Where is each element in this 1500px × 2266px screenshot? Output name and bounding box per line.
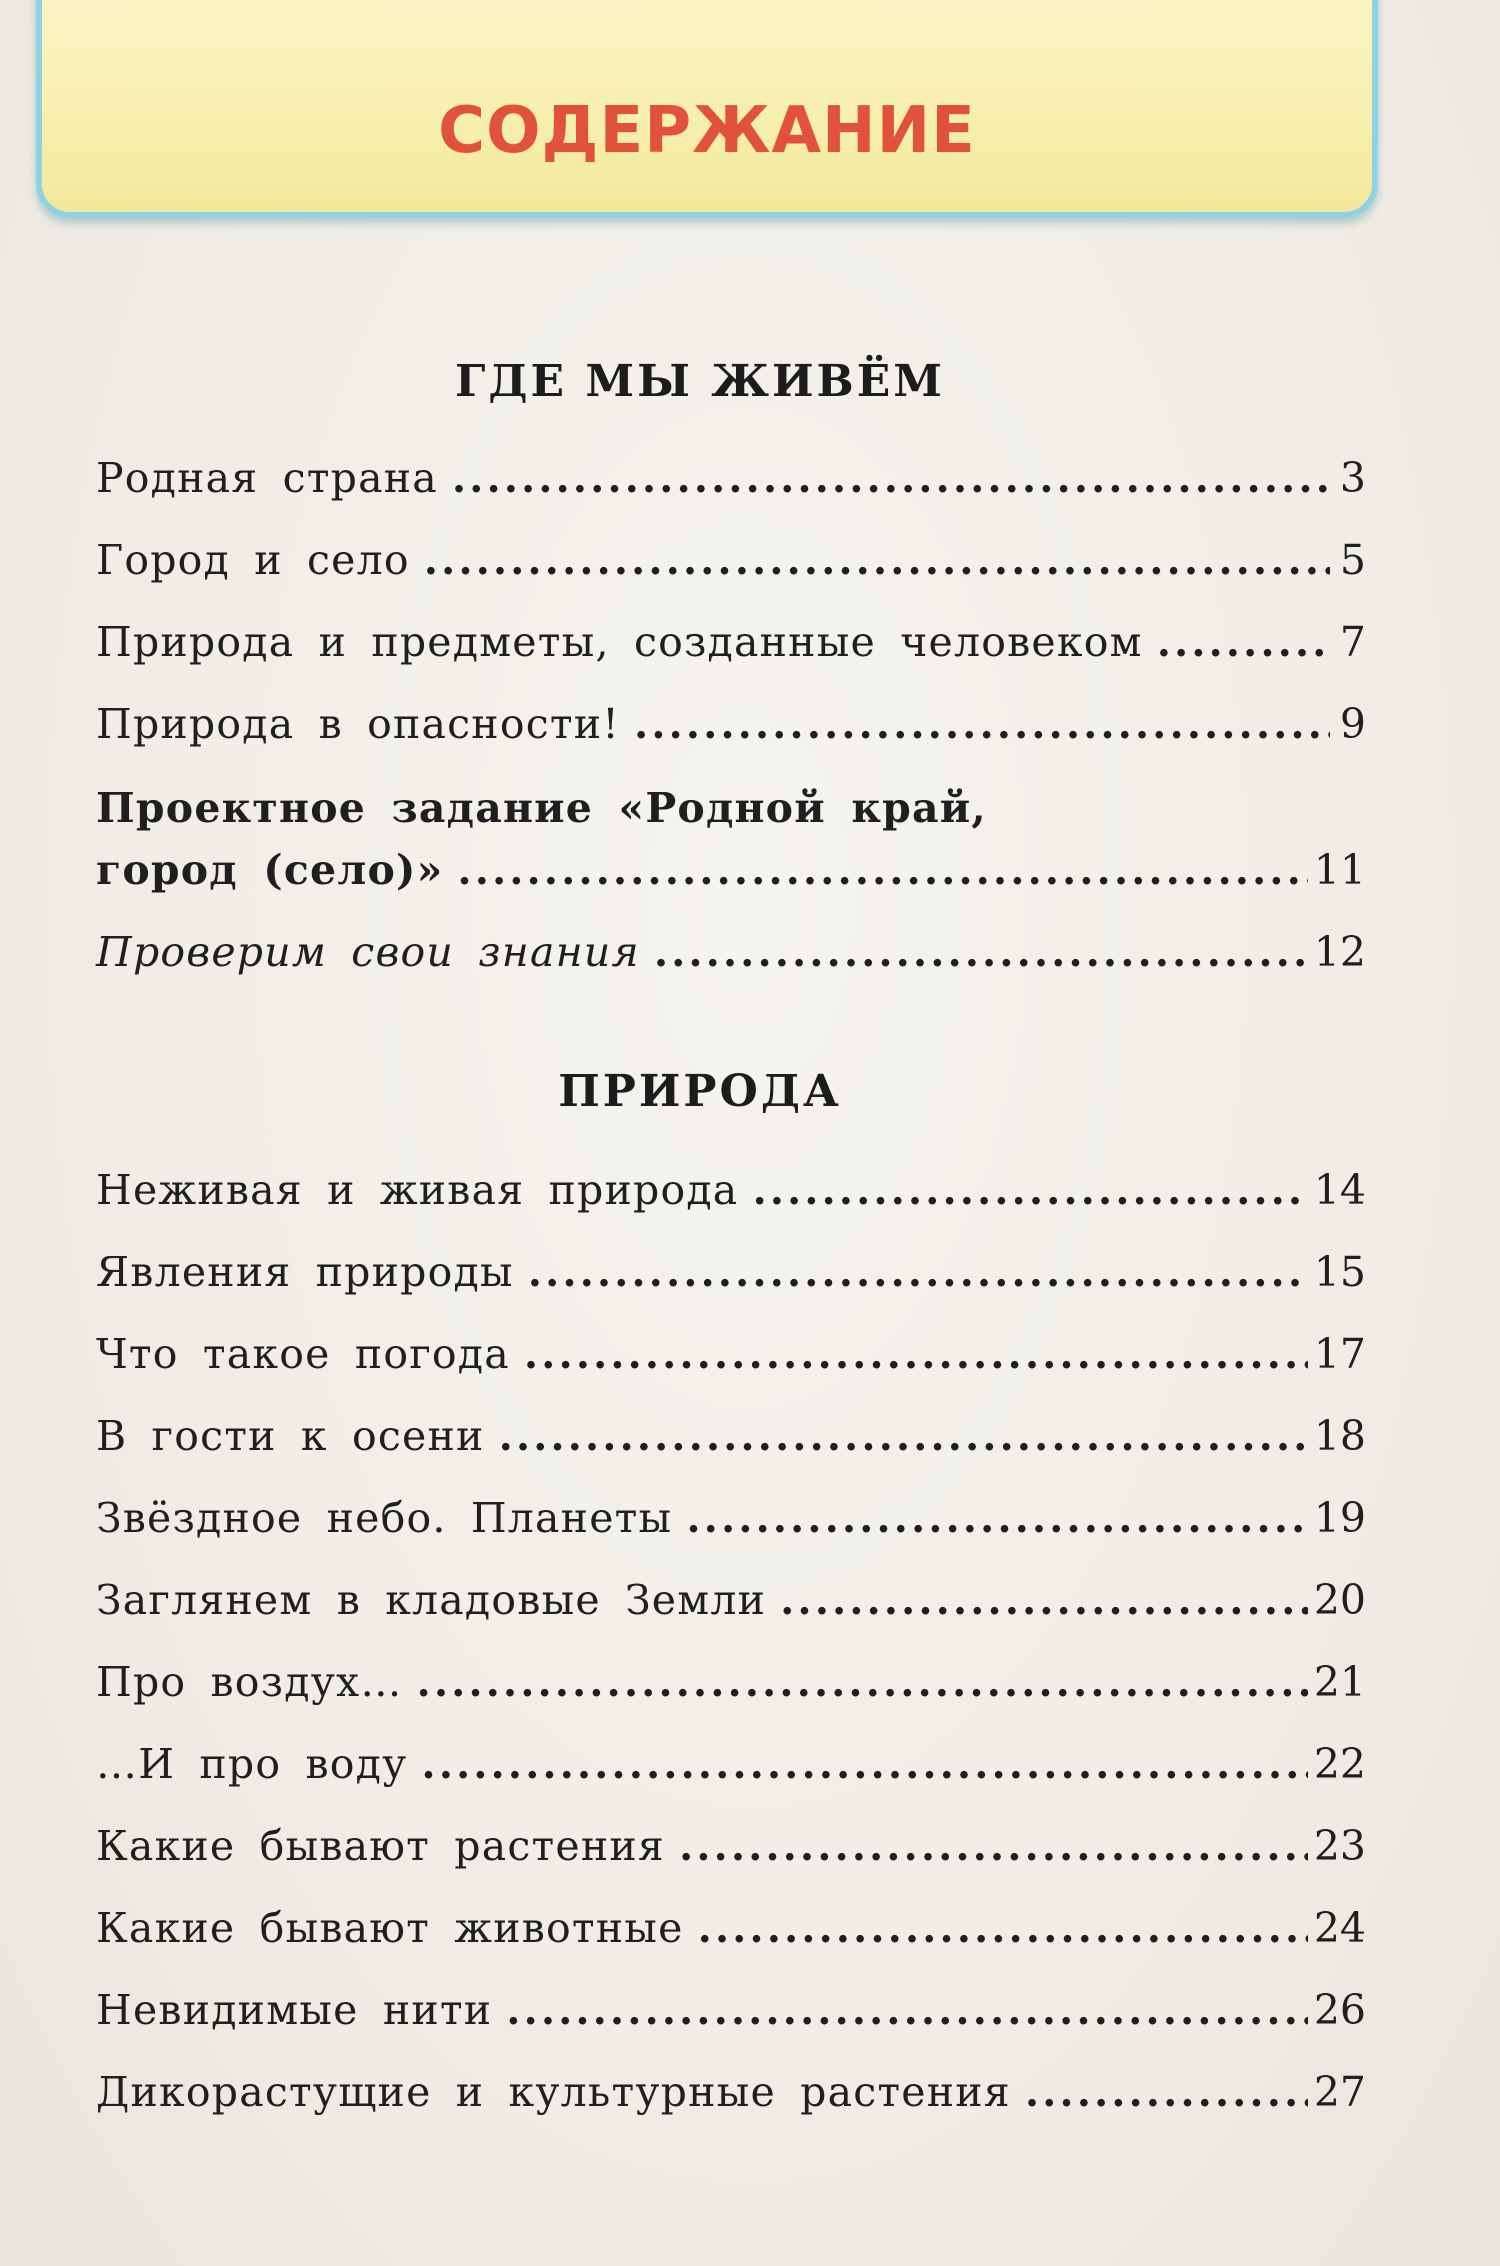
page-title: СОДЕРЖАНИЕ (438, 94, 976, 168)
toc-entry-title: …И про воду (96, 1740, 408, 1788)
toc-entry[interactable] (96, 1986, 1366, 2046)
toc-entry-page: 21 (1313, 1658, 1366, 1706)
toc-entry[interactable] (96, 536, 1366, 596)
section-heading-nature: ПРИРОДА (558, 1066, 842, 1117)
toc-entry-title: В гости к осени (96, 1412, 485, 1460)
toc-leader-dots (679, 1822, 1308, 1870)
toc-entry-title: город (село)» (96, 846, 444, 894)
toc-entry-title: Дикорастущие и культурные растения (96, 2068, 1011, 2116)
toc-leader-dots (452, 454, 1330, 502)
toc-entry-title: Какие бывают растения (96, 1822, 665, 1870)
toc-leader-dots (457, 846, 1307, 894)
toc-entry-title: Звёздное небо. Планеты (96, 1494, 673, 1542)
toc-entry-page: 17 (1313, 1330, 1366, 1378)
toc-entry-page: 12 (1313, 928, 1366, 976)
toc-leader-dots (499, 1412, 1308, 1460)
toc-leader-dots (634, 700, 1330, 748)
toc-entry-title: Проверим свои знания (96, 928, 640, 976)
toc-entry-title: Родная страна (96, 454, 438, 502)
toc-entry-page: 5 (1339, 536, 1366, 584)
toc-leader-dots (698, 1904, 1308, 1952)
toc-entry[interactable] (96, 1658, 1366, 1718)
toc-entry[interactable] (96, 700, 1366, 760)
toc-entry-title: Заглянем в кладовые Земли (96, 1576, 767, 1624)
toc-leader-dots (1157, 618, 1330, 666)
toc-entry[interactable] (96, 1904, 1366, 1964)
section-heading-where-we-live: ГДЕ МЫ ЖИВЁМ (455, 356, 945, 407)
toc-entry-page: 7 (1339, 618, 1366, 666)
toc-leader-dots (654, 928, 1308, 976)
toc-entry-project[interactable] (96, 846, 1366, 906)
toc-leader-dots (524, 1330, 1308, 1378)
toc-entry-page: 26 (1313, 1986, 1366, 2034)
toc-leader-dots (421, 1740, 1307, 1788)
toc-entry-page: 23 (1313, 1822, 1366, 1870)
toc-entry[interactable] (96, 1822, 1366, 1882)
toc-leader-dots (686, 1494, 1307, 1542)
toc-entry-title-line1[interactable]: Проектное задание «Родной край, (96, 784, 987, 832)
toc-entry[interactable] (96, 1330, 1366, 1390)
toc-entry-page: 22 (1313, 1740, 1366, 1788)
toc-entry-page: 3 (1339, 454, 1366, 502)
toc-entry-page: 11 (1313, 846, 1366, 894)
toc-entry-page: 19 (1313, 1494, 1366, 1542)
toc-entry[interactable] (96, 1740, 1366, 1800)
toc-leader-dots (1025, 2068, 1308, 2116)
toc-entry-page: 9 (1339, 700, 1366, 748)
toc-entry-page: 18 (1313, 1412, 1366, 1460)
toc-leader-dots (417, 1658, 1308, 1706)
toc-entry-page: 20 (1313, 1576, 1366, 1624)
toc-entry[interactable] (96, 1248, 1366, 1308)
toc-entry-title: Неживая и живая природа (96, 1166, 739, 1214)
toc-entry[interactable] (96, 2068, 1366, 2128)
toc-entry-title: Природа и предметы, созданные человеком (96, 618, 1143, 666)
toc-entry-title: Явления природы (96, 1248, 514, 1296)
toc-entry-page: 14 (1313, 1166, 1366, 1214)
toc-entry-page: 24 (1313, 1904, 1366, 1952)
toc-entry-title: Невидимые нити (96, 1986, 493, 2034)
toc-entry-title: Что такое погода (96, 1330, 510, 1378)
toc-entry-page: 27 (1313, 2068, 1366, 2116)
toc-entry-check-knowledge[interactable] (96, 928, 1366, 988)
toc-leader-dots (528, 1248, 1308, 1296)
toc-entry[interactable] (96, 1494, 1366, 1554)
toc-entry-title: Город и село (96, 536, 410, 584)
header-banner (36, 0, 1378, 218)
toc-entry-page: 15 (1313, 1248, 1366, 1296)
toc-entry[interactable] (96, 1412, 1366, 1472)
toc-leader-dots (780, 1576, 1308, 1624)
toc-leader-dots (752, 1166, 1307, 1214)
toc-entry[interactable] (96, 1166, 1366, 1226)
toc-entry-title: Природа в опасности! (96, 700, 620, 748)
toc-entry-title: Какие бывают животные (96, 1904, 684, 1952)
toc-entry[interactable] (96, 1576, 1366, 1636)
toc-leader-dots (506, 1986, 1308, 2034)
toc-entry[interactable] (96, 618, 1366, 678)
toc-entry-title: Про воздух… (96, 1658, 403, 1706)
toc-entry[interactable] (96, 454, 1366, 514)
toc-leader-dots (424, 536, 1330, 584)
